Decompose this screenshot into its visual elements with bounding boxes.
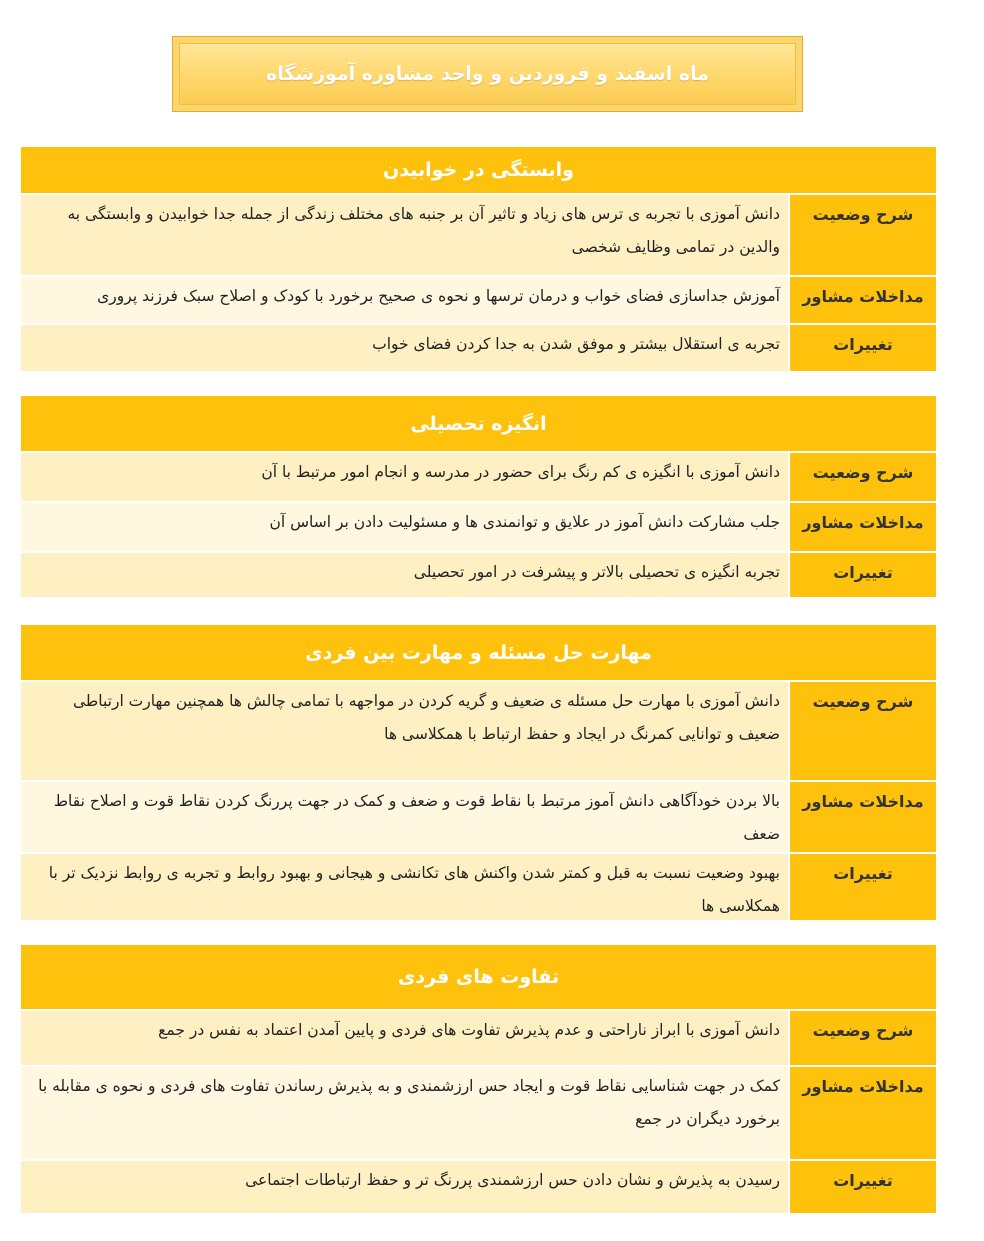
table-row	[21, 551, 936, 597]
row-text: دانش آموزی با انگیزه ی کم رنگ برای حضور در مدرسه و انجام امور مرتبط با آن	[21, 453, 790, 501]
row-text: دانش آموزی با ابراز ناراحتی و عدم پذیرش تفاوت های فردی و پایین آمدن اعتماد به نفس در جمع	[21, 1011, 790, 1065]
row-text: بالا بردن خودآگاهی دانش آموز مرتبط با نقاط قوت و ضعف و کمک در جهت پررنگ کردن نقاط قوت و اصلاح نقاط ضعف	[21, 782, 790, 852]
table-row	[21, 275, 936, 323]
row-text: دانش آموزی با تجربه ی ترس های زیاد و تاثیر آن بر جنبه های مختلف زندگی از جمله جدا خوابیدن و وابستگی به والدین در تمامی وظایف شخصی	[21, 195, 790, 275]
table-row	[21, 680, 936, 780]
row-label: مداخلات مشاور	[790, 277, 936, 323]
page-title: ماه اسفند و فروردین و واحد مشاوره آموزشگاه	[265, 63, 710, 85]
section-title: انگیزه تحصیلی	[21, 396, 936, 451]
row-label: تغییرات	[790, 854, 936, 920]
section-problem-solving-skills	[21, 625, 936, 920]
section-individual-differences	[21, 945, 936, 1213]
section-title: مهارت حل مسئله و مهارت بین فردی	[21, 625, 936, 680]
row-text: رسیدن به پذیرش و نشان دادن حس ارزشمندی پررنگ تر و حفظ ارتباطات اجتماعی	[21, 1161, 790, 1213]
section-academic-motivation	[21, 396, 936, 597]
table-row	[21, 1065, 936, 1159]
row-text: جلب مشارکت دانش آموز در علایق و توانمندی ها و مسئولیت دادن بر اساس آن	[21, 503, 790, 551]
row-label: شرح وضعیت	[790, 195, 936, 275]
table-row	[21, 852, 936, 920]
row-label: شرح وضعیت	[790, 1011, 936, 1065]
table-row	[21, 1009, 936, 1065]
row-label: تغییرات	[790, 325, 936, 371]
row-label: شرح وضعیت	[790, 453, 936, 501]
row-label: تغییرات	[790, 1161, 936, 1213]
section-title: تفاوت های فردی	[21, 945, 936, 1009]
row-label: شرح وضعیت	[790, 682, 936, 780]
row-text: بهبود وضعیت نسبت به قبل و کمتر شدن واکنش های تکانشی و هیجانی و بهبود روابط و تجربه ی روابط نزدیک تر با همکلاسی ها	[21, 854, 790, 920]
row-label: مداخلات مشاور	[790, 782, 936, 852]
table-row	[21, 451, 936, 501]
table-row	[21, 780, 936, 852]
table-row	[21, 1159, 936, 1213]
section-title: وابستگی در خوابیدن	[21, 147, 936, 193]
page-banner	[172, 36, 803, 112]
row-text: آموزش جداسازی فضای خواب و درمان ترسها و نحوه ی صحیح برخورد با کودک و اصلاح سبک فرزند پروری	[21, 277, 790, 323]
section-sleep-dependency	[21, 147, 936, 371]
row-label: تغییرات	[790, 553, 936, 597]
row-text: دانش آموزی با مهارت حل مسئله ی ضعیف و گریه کردن در مواجهه با تمامی چالش ها همچنین مهارت ارتباطی ضعیف و توانایی کمرنگ در ایجاد و حفظ ارتباط با همکلاسی ها	[21, 682, 790, 780]
row-label: مداخلات مشاور	[790, 503, 936, 551]
table-row	[21, 193, 936, 275]
row-text: کمک در جهت شناسایی نقاط قوت و ایجاد حس ارزشمندی و به پذیرش رساندن تفاوت های فردی و نحوه ی مقابله با برخورد دیگران در جمع	[21, 1067, 790, 1159]
row-label: مداخلات مشاور	[790, 1067, 936, 1159]
table-row	[21, 501, 936, 551]
row-text: تجربه ی استقلال بیشتر و موفق شدن به جدا کردن فضای خواب	[21, 325, 790, 371]
row-text: تجربه انگیزه ی تحصیلی بالاتر و پیشرفت در امور تحصیلی	[21, 553, 790, 597]
table-row	[21, 323, 936, 371]
